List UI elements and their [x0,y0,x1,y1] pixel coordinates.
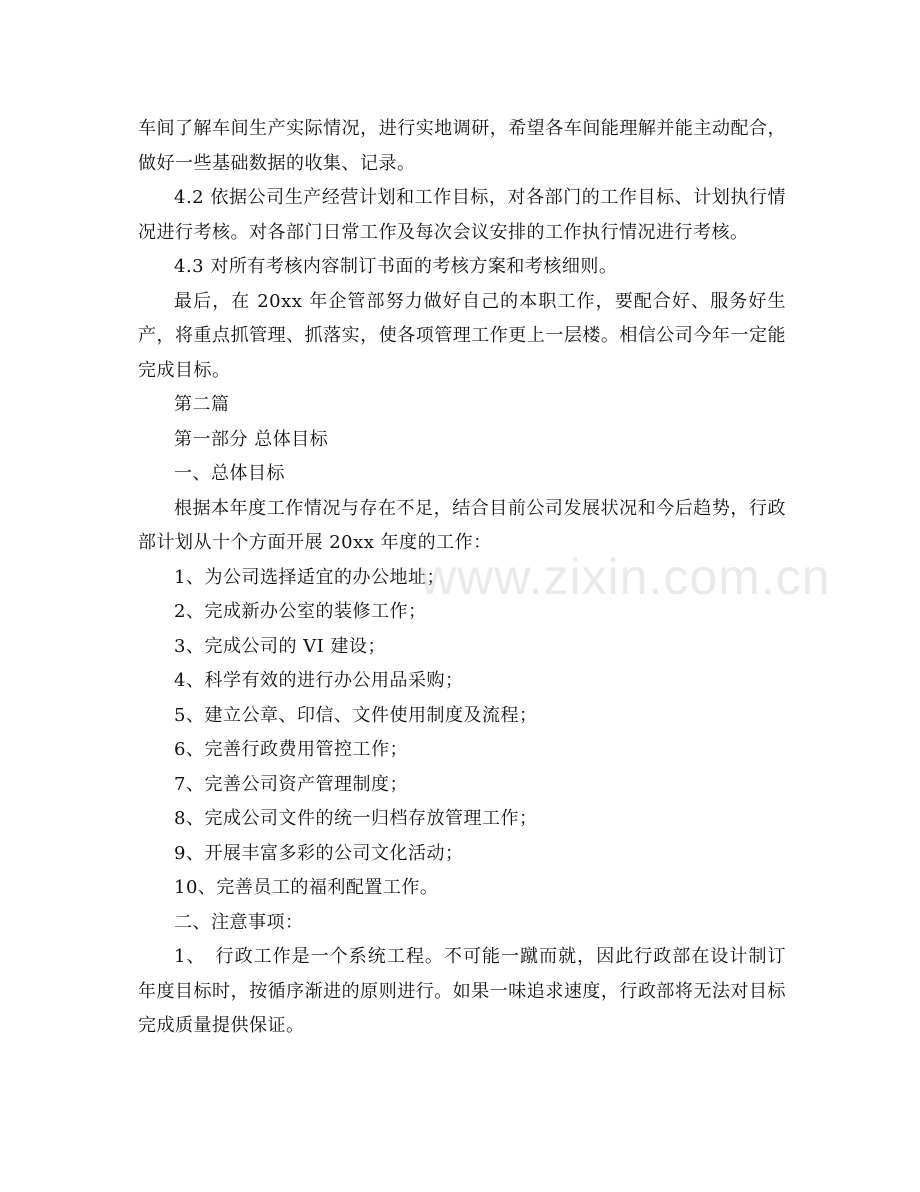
list-item-2: 2、完成新办公室的装修工作； [174,601,427,622]
paragraph-7: 根据本年度工作情况与存在不足，结合目前公司发展状况和今后趋势，行政部计划从十个方面开展 20xx 年度的工作： [138,497,786,553]
list-item-3: 3、完成公司的 VI 建设； [174,635,387,657]
list-item-7: 7、完善公司资产管理制度； [174,773,408,795]
paragraph-2: 4.3 对所有考核内容制订书面的考核方案和考核细则。 [174,256,618,277]
list-item-1: 1、为公司选择适宜的办公地址； [174,566,445,588]
section-heading-notes: 二、注意事项： [174,911,304,933]
list-item-6: 6、完善行政费用管控工作； [174,739,408,760]
section-heading-overall-goals: 一、总体目标 [174,463,285,484]
section-heading-part1-goals: 第一部分 总体目标 [174,428,329,450]
paragraph-3: 最后，在 20xx 年企管部努力做好自己的本职工作，要配合好、服务好生产，将重点抓管理、抓落实，使各项管理工作更上一层楼。相信公司今年一定能完成目标。 [138,290,786,381]
list-item-8: 8、完成公司文件的统一归档存放管理工作； [174,808,538,829]
section-heading-part2: 第二篇 [174,394,230,415]
document-body [138,112,786,1044]
list-item-10: 10、完善员工的福利配置工作。 [174,877,439,898]
watermark-text: www.zixin.com.cn [420,549,831,605]
paragraph-0: 车间了解车间生产实际情况，进行实地调研，希望各车间能理解并能主动配合，做好一些基础数据的收集、记录。 [138,118,786,174]
list-item-4: 4、科学有效的进行办公用品采购； [174,670,464,691]
list-item-5: 5、建立公章、印信、文件使用制度及流程； [174,704,538,726]
list-item-9: 9、开展丰富多彩的公司文化活动； [174,842,464,864]
paragraph-19: 1、 行政工作是一个系统工程。不可能一蹴而就，因此行政部在设计制订年度目标时，按循序渐进的原则进行。如果一味追求速度，行政部将无法对目标完成质量提供保证。 [138,946,786,1036]
paragraph-1: 4.2 依据公司生产经营计划和工作目标，对各部门的工作目标、计划执行情况进行考核。对各部门日常工作及每次会议安排的工作执行情况进行考核。 [138,187,786,243]
